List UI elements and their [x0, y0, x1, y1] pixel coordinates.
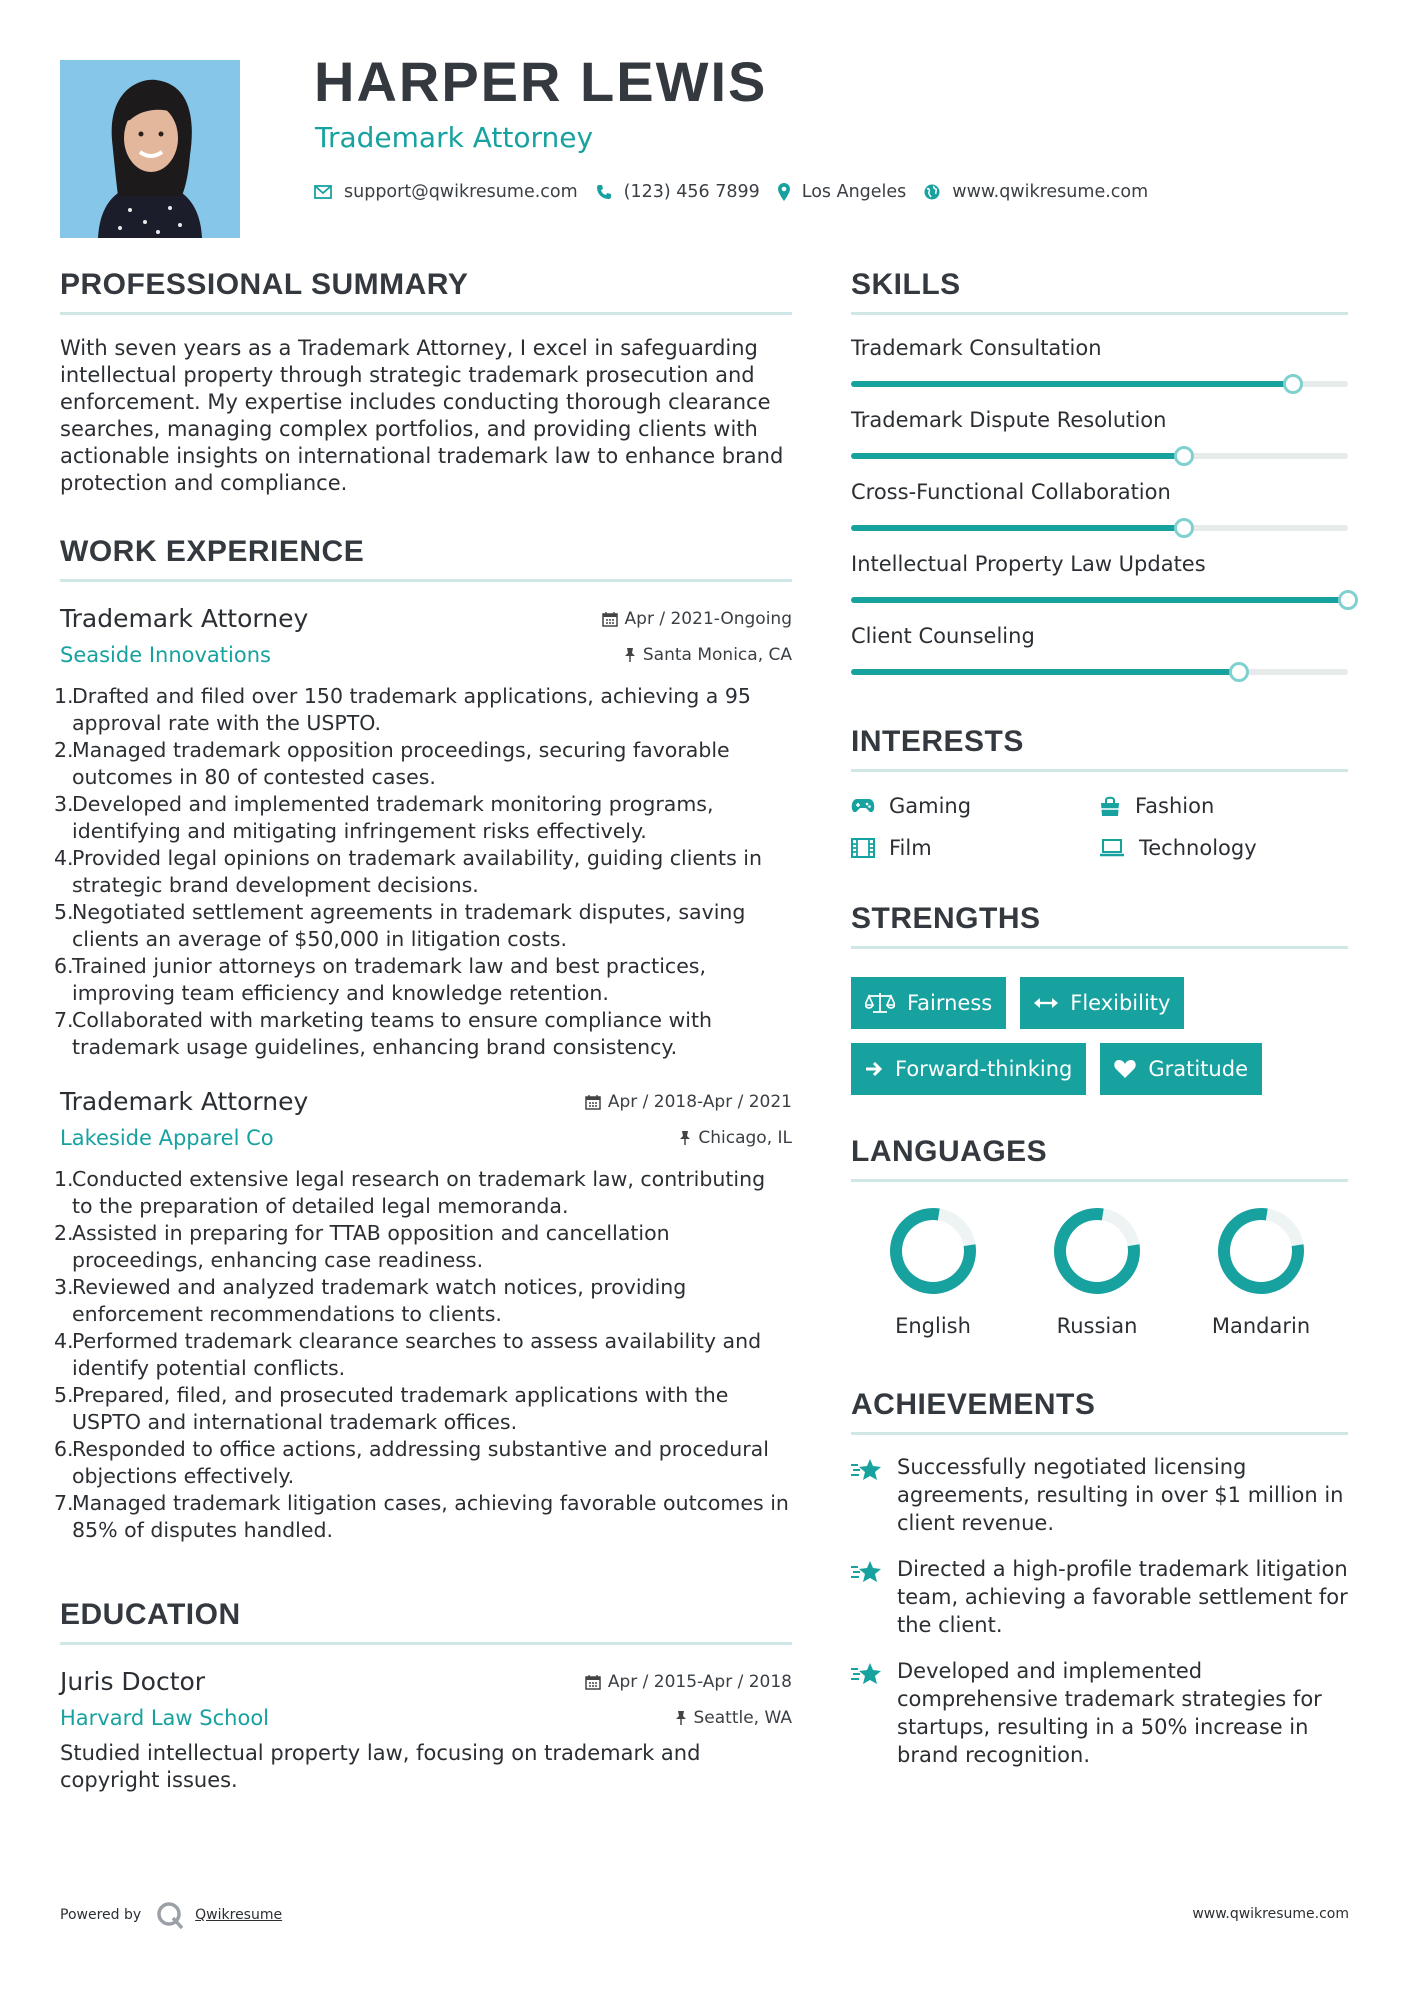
- interest-label: Film: [889, 836, 932, 860]
- job-dates: [585, 1092, 792, 1112]
- arrow-right-icon: [865, 1060, 883, 1078]
- skill-knob: [1283, 374, 1303, 394]
- job-dates: [602, 609, 792, 629]
- arrows-horizontal-icon: [1034, 996, 1058, 1010]
- skill-bar: [851, 453, 1348, 459]
- contact-phone[interactable]: [596, 182, 760, 202]
- skills-list: [851, 335, 1348, 675]
- skill-fill: [851, 597, 1348, 603]
- footer-url[interactable]: www.qwikresume.com: [1192, 1906, 1349, 1922]
- skill-knob: [1229, 662, 1249, 682]
- skill-name: Intellectual Property Law Updates: [851, 552, 1206, 576]
- school-name: Harvard Law School: [60, 1706, 269, 1730]
- experience-heading: WORK EXPERIENCE: [60, 537, 792, 582]
- job-location-text: Santa Monica, CA: [642, 645, 792, 665]
- list-item: 5. Prepared, filed, and prosecuted trademark applications with the USPTO and international trademark offices.: [54, 1383, 729, 1434]
- job-bullets: [54, 1166, 792, 1544]
- list-item: 2. Assisted in preparing for TTAB opposition and cancellation proceedings, enhancing case readiness.: [54, 1221, 670, 1272]
- calendar-icon: [602, 611, 618, 627]
- calendar-icon: [585, 1674, 601, 1690]
- skill-item: [851, 551, 1348, 603]
- globe-icon: [924, 184, 940, 200]
- strength-label: Flexibility: [1070, 991, 1171, 1015]
- company-name: Seaside Innovations: [60, 643, 271, 667]
- qwikresume-logo-icon: [155, 1900, 185, 1930]
- envelope-icon: [314, 185, 332, 199]
- map-pin-icon: [778, 183, 790, 201]
- job-bullets: [54, 683, 792, 1061]
- language-ring: [1052, 1206, 1142, 1296]
- strength-label: Forward-thinking: [895, 1057, 1073, 1081]
- location-text: Los Angeles: [801, 182, 907, 202]
- interest-item: [851, 836, 1099, 860]
- profile-photo: [60, 60, 240, 238]
- left-column: [54, 268, 792, 1794]
- list-item: 2. Managed trademark opposition proceedings, securing favorable outcomes in 80 of contested cases.: [54, 738, 730, 789]
- achievement-item: [851, 1555, 1348, 1639]
- contact-website[interactable]: [924, 182, 1148, 202]
- language-item: [851, 1206, 1015, 1338]
- strength-label: Gratitude: [1148, 1057, 1248, 1081]
- email-text: support@qwikresume.com: [344, 182, 578, 202]
- contact-email[interactable]: [314, 182, 578, 202]
- language-item: [1015, 1206, 1179, 1338]
- summary-heading: PROFESSIONAL SUMMARY: [60, 270, 792, 315]
- interest-label: Technology: [1139, 836, 1257, 860]
- education-dates: [585, 1672, 792, 1692]
- language-ring: [1216, 1206, 1306, 1296]
- language-name: Russian: [1056, 1314, 1138, 1338]
- skills-heading: SKILLS: [851, 270, 1348, 315]
- skill-item: [851, 623, 1348, 675]
- company-name: Lakeside Apparel Co: [60, 1126, 274, 1150]
- list-item: 7. Collaborated with marketing teams to ensure compliance with trademark usage guidelines, enhancing brand consistency.: [54, 1008, 713, 1059]
- skill-name: Cross-Functional Collaboration: [851, 480, 1171, 504]
- contact-location: [778, 182, 907, 202]
- achievements-heading: ACHIEVEMENTS: [851, 1390, 1348, 1435]
- education-location: [675, 1708, 793, 1728]
- job-location: [679, 1128, 792, 1148]
- contact-bar: [314, 178, 1166, 206]
- list-item: 3. Developed and implemented trademark monitoring programs, identifying and mitigating infringement risks effectively.: [54, 792, 714, 843]
- shooting-star-icon: [851, 1457, 883, 1483]
- pushpin-icon: [675, 1710, 687, 1726]
- list-item: 6. Trained junior attorneys on trademark law and best practices, improving team efficiency and knowledge retention.: [54, 954, 706, 1005]
- interests-heading: INTERESTS: [851, 727, 1348, 772]
- interest-label: Gaming: [889, 794, 972, 818]
- website-text: www.qwikresume.com: [952, 182, 1149, 202]
- shooting-star-icon: [851, 1661, 883, 1687]
- film-icon: [851, 838, 875, 858]
- skill-item: [851, 407, 1348, 459]
- candidate-name: HARPER LEWIS: [314, 50, 768, 113]
- education-entry: [60, 1667, 792, 1794]
- language-ring: [888, 1206, 978, 1296]
- achievement-text: Successfully negotiated licensing agreements, resulting in over $1 million in client revenue.: [897, 1455, 1344, 1535]
- achievement-item: [851, 1657, 1348, 1769]
- languages-list: [851, 1206, 1348, 1338]
- powered-by-text: Powered by: [60, 1907, 142, 1923]
- job-role: Trademark Attorney: [60, 1087, 309, 1116]
- language-item: [1179, 1206, 1343, 1338]
- skill-name: Trademark Dispute Resolution: [851, 408, 1167, 432]
- skill-name: Trademark Consultation: [851, 336, 1102, 360]
- language-name: Mandarin: [1211, 1314, 1311, 1338]
- strength-label: Fairness: [907, 991, 993, 1015]
- list-item: 4. Provided legal opinions on trademark availability, guiding clients in strategic brand development decisions.: [54, 846, 762, 897]
- job-title: Trademark Attorney: [315, 121, 594, 154]
- achievement-text: Directed a high-profile trademark litigation team, achieving a favorable settlement for the client.: [897, 1557, 1348, 1637]
- achievements-list: [851, 1453, 1348, 1769]
- list-item: 7. Managed trademark litigation cases, achieving favorable outcomes in 85% of disputes handled.: [54, 1491, 789, 1542]
- skill-knob: [1174, 518, 1194, 538]
- interest-item: [1099, 836, 1348, 860]
- footer-powered-by: [60, 1900, 282, 1930]
- list-item: 4. Performed trademark clearance searches to assess availability and identify potential conflicts.: [54, 1329, 762, 1380]
- education-location-text: Seattle, WA: [693, 1708, 792, 1728]
- language-name: English: [895, 1314, 971, 1338]
- skill-knob: [1174, 446, 1194, 466]
- list-item: 1. Drafted and filed over 150 trademark applications, achieving a 95 approval rate with the USPTO.: [54, 684, 751, 735]
- achievement-text: Developed and implemented comprehensive trademark strategies for startups, resulting in a 50% increase in brand recognition.: [897, 1659, 1322, 1767]
- footer-brand-link[interactable]: Qwikresume: [195, 1907, 283, 1923]
- skill-fill: [851, 525, 1184, 531]
- skill-bar: [851, 597, 1348, 603]
- shooting-star-icon: [851, 1559, 883, 1585]
- phone-icon: [596, 184, 612, 200]
- phone-text: (123) 456 7899: [623, 182, 760, 202]
- degree-name: Juris Doctor: [60, 1667, 206, 1696]
- languages-heading: LANGUAGES: [851, 1137, 1348, 1182]
- skill-bar: [851, 525, 1348, 531]
- strengths-list: [851, 963, 1348, 1095]
- strengths-heading: STRENGTHS: [851, 904, 1348, 949]
- gamepad-icon: [851, 798, 875, 814]
- pushpin-icon: [679, 1130, 691, 1146]
- skill-knob: [1338, 590, 1358, 610]
- strength-tag: [1100, 1043, 1262, 1095]
- skill-bar: [851, 381, 1348, 387]
- pushpin-icon: [624, 647, 636, 663]
- interests-list: [851, 794, 1348, 860]
- list-item: 5. Negotiated settlement agreements in trademark disputes, saving clients an average of $50,000 in litigation costs.: [54, 900, 746, 951]
- job-location-text: Chicago, IL: [698, 1128, 792, 1148]
- laptop-icon: [1099, 839, 1125, 857]
- shopping-bag-icon: [1099, 795, 1121, 817]
- strength-tag: [851, 977, 1006, 1029]
- list-item: 6. Responded to office actions, addressing substantive and procedural objections effectively.: [54, 1437, 769, 1488]
- job-entry: [54, 1087, 792, 1544]
- job-entry: [54, 604, 792, 1061]
- skill-fill: [851, 381, 1293, 387]
- balance-scale-icon: [865, 992, 895, 1014]
- skill-fill: [851, 453, 1184, 459]
- job-dates-text: Apr / 2018-Apr / 2021: [607, 1092, 792, 1112]
- summary-text: With seven years as a Trademark Attorney, I excel in safeguarding intellectual property through strategic trademark prosecution and enforcement. My expertise includes conducting thorough clearance searches, managing complex portfolios, and providing clients with actionable insights on international trademark law to enhance brand protection and compliance.: [60, 336, 784, 495]
- strength-tag: [851, 1043, 1086, 1095]
- skill-bar: [851, 669, 1348, 675]
- skill-fill: [851, 669, 1239, 675]
- skill-name: Client Counseling: [851, 624, 1035, 648]
- heart-icon: [1114, 1059, 1136, 1079]
- education-description: Studied intellectual property law, focusing on trademark and copyright issues.: [60, 1741, 701, 1792]
- skill-item: [851, 479, 1348, 531]
- education-heading: EDUCATION: [60, 1600, 792, 1645]
- strength-tag: [1020, 977, 1184, 1029]
- right-column: [851, 270, 1348, 1769]
- interest-item: [851, 794, 1099, 818]
- list-item: 3. Reviewed and analyzed trademark watch notices, providing enforcement recommendations to clients.: [54, 1275, 687, 1326]
- job-location: [624, 645, 792, 665]
- interest-label: Fashion: [1135, 794, 1215, 818]
- list-item: 1. Conducted extensive legal research on trademark law, contributing to the preparation of detailed legal memoranda.: [54, 1167, 766, 1218]
- calendar-icon: [585, 1094, 601, 1110]
- job-dates-text: Apr / 2021-Ongoing: [624, 609, 792, 629]
- skill-item: [851, 335, 1348, 387]
- job-role: Trademark Attorney: [60, 604, 309, 633]
- interest-item: [1099, 794, 1348, 818]
- achievement-item: [851, 1453, 1348, 1537]
- education-dates-text: Apr / 2015-Apr / 2018: [607, 1672, 792, 1692]
